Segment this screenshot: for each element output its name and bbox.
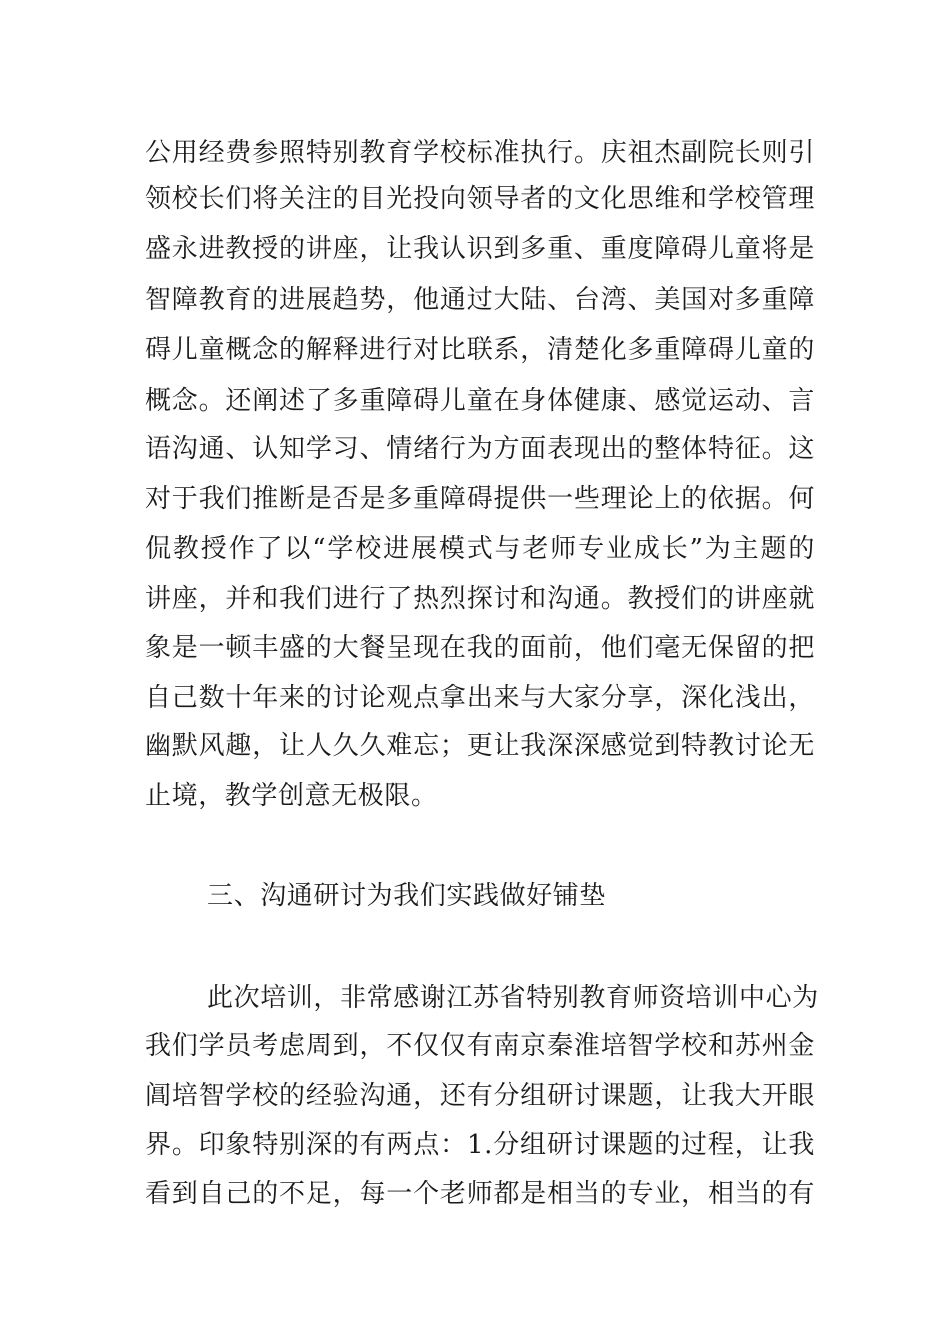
body-text-line: 碍儿童概念的解释进行对比联系，清楚化多重障碍儿童的 [145, 335, 815, 365]
body-text-line: 讲座，并和我们进行了热烈探讨和沟通。教授们的讲座就 [145, 584, 815, 614]
body-text-line: 智障教育的进展趋势，他通过大陆、台湾、美国对多重障 [145, 285, 815, 315]
body-text-line: 幽默风趣，让人久久难忘；更让我深深感觉到特教讨论无 [145, 731, 815, 761]
body-text-line: 领校长们将关注的目光投向领导者的文化思维和学校管理 [145, 184, 815, 214]
body-text-line: 象是一顿丰盛的大餐呈现在我的面前，他们毫无保留的把 [145, 633, 815, 663]
body-text-line: 此次培训，非常感谢江苏省特别教育师资培训中心为 [207, 983, 819, 1013]
body-text-line: 概念。还阐述了多重障碍儿童在身体健康、感觉运动、言 [145, 386, 815, 416]
body-text-line: 公用经费参照特别教育学校标准执行。庆祖杰副院长则引 [145, 138, 815, 168]
body-text-line: 盛永进教授的讲座，让我认识到多重、重度障碍儿童将是 [145, 234, 815, 264]
body-text-line: 对于我们推断是否是多重障碍提供一些理论上的依据。何 [145, 484, 815, 514]
section-heading: 三、沟通研讨为我们实践做好铺垫 [207, 881, 607, 911]
body-text-line: 语沟通、认知学习、情绪行为方面表现出的整体特征。这 [145, 434, 815, 464]
body-text-line: 阊培智学校的经验沟通，还有分组研讨课题，让我大开眼 [145, 1081, 815, 1111]
body-text-line: 自己数十年来的讨论观点拿出来与大家分享，深化浅出， [145, 683, 815, 713]
body-text-line: 界。印象特别深的有两点：1.分组研讨课题的过程，让我 [145, 1130, 815, 1160]
body-text-line: 我们学员考虑周到，不仅仅有南京秦淮培智学校和苏州金 [145, 1031, 815, 1061]
body-text-line: 看到自己的不足，每一个老师都是相当的专业，相当的有 [145, 1179, 815, 1209]
body-text-line: 止境，教学创意无极限。 [145, 781, 438, 811]
body-text-line: 侃教授作了以“学校进展模式与老师专业成长”为主题的 [145, 534, 815, 564]
